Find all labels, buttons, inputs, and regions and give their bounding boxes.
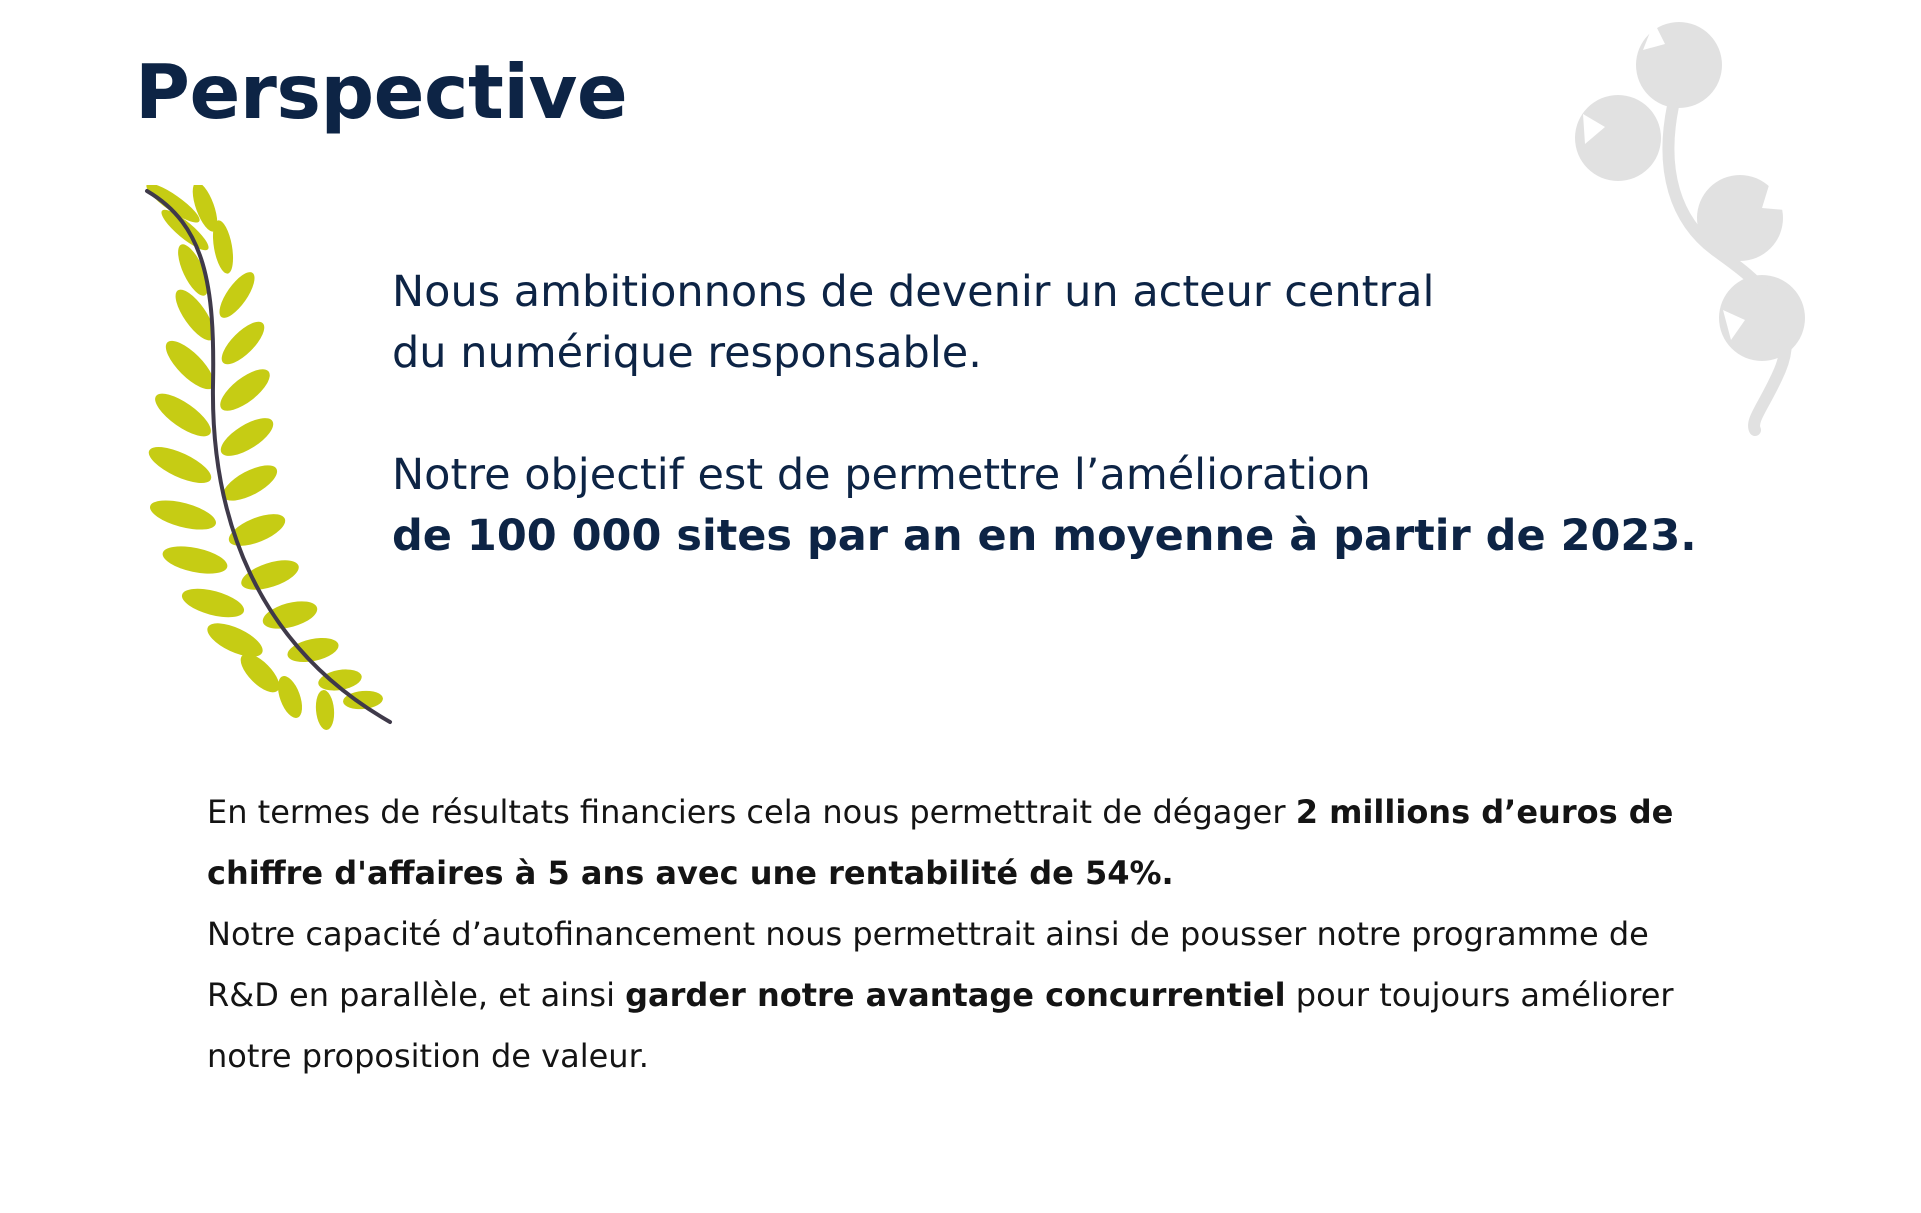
- statement-spacer: [392, 384, 1792, 445]
- ambition-statement: [392, 262, 1792, 567]
- financial-line-4: [207, 965, 1767, 1026]
- page-title: Perspective: [135, 48, 628, 136]
- financial-text: R&D en parallèle, et ainsi: [207, 976, 626, 1014]
- financial-highlight: 2 millions d’euros de: [1295, 793, 1674, 831]
- financial-line-3: Notre capacité d’autofinancement nous permettrait ainsi de pousser notre programme de: [207, 915, 1649, 953]
- financial-line-2: [207, 843, 1767, 904]
- statement-line-2: du numérique responsable.: [392, 328, 982, 378]
- financial-text: pour toujours améliorer: [1285, 976, 1674, 1014]
- financial-line-1: [207, 782, 1767, 843]
- laurel-leaves: [142, 185, 384, 731]
- financial-paragraph: [207, 782, 1767, 1087]
- laurel-branch-icon: [135, 185, 405, 735]
- financial-text: En termes de résultats financiers cela nous permettrait de dégager: [207, 793, 1296, 831]
- financial-highlight: garder notre avantage concurrentiel: [625, 976, 1286, 1014]
- statement-highlight: de 100 000 sites par an en moyenne à partir de 2023.: [392, 511, 1697, 561]
- financial-highlight: chiffre d'affaires à 5 ans avec une rentabilité de 54%.: [207, 854, 1174, 892]
- statement-line-3: Notre objectif est de permettre l’amélioration: [392, 450, 1371, 500]
- financial-line-5: notre proposition de valeur.: [207, 1037, 649, 1075]
- statement-line-1: Nous ambitionnons de devenir un acteur central: [392, 267, 1435, 317]
